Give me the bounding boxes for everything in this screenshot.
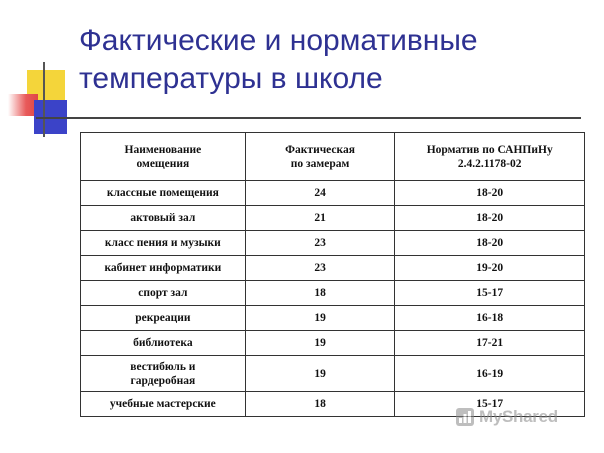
table-row xyxy=(81,306,585,331)
title-underline xyxy=(36,117,581,119)
cell-norm: 18-20 xyxy=(395,206,585,231)
temperature-table xyxy=(80,132,585,417)
table-row xyxy=(81,281,585,306)
cell-room: рекреации xyxy=(81,306,246,331)
cell-norm: 15-17 xyxy=(395,281,585,306)
header-norm: Норматив по САНПиНу 2.4.2.1178-02 xyxy=(395,133,585,181)
cell-room: библиотека xyxy=(81,331,246,356)
cell-norm: 17-21 xyxy=(395,331,585,356)
watermark xyxy=(455,404,558,430)
slide-title: Фактические и нормативные температуры в школе xyxy=(79,24,478,95)
cell-actual: 19 xyxy=(245,356,395,392)
cell-norm: 15-17 xyxy=(395,392,585,417)
cell-actual: 18 xyxy=(245,392,395,417)
table-header-row xyxy=(81,133,585,181)
cell-actual: 18 xyxy=(245,281,395,306)
cell-room: спорт зал xyxy=(81,281,246,306)
header-room-name: Наименование омещения xyxy=(81,133,246,181)
cell-room: классные помещения xyxy=(81,181,246,206)
cell-norm: 18-20 xyxy=(395,181,585,206)
watermark-text: MyShared xyxy=(479,407,558,426)
cell-norm: 16-19 xyxy=(395,356,585,392)
cell-actual: 21 xyxy=(245,206,395,231)
table-row xyxy=(81,356,585,392)
cell-room: кабинет информатики xyxy=(81,256,246,281)
table-row xyxy=(81,256,585,281)
cell-room: вестибюль и гардеробная xyxy=(81,356,246,392)
cell-actual: 23 xyxy=(245,231,395,256)
cell-room: актовый зал xyxy=(81,206,246,231)
table-row xyxy=(81,206,585,231)
table-row xyxy=(81,231,585,256)
table-row xyxy=(81,181,585,206)
cell-norm: 19-20 xyxy=(395,256,585,281)
decor-vertical-line xyxy=(43,62,45,137)
cell-actual: 19 xyxy=(245,306,395,331)
myshared-logo-icon xyxy=(455,407,475,427)
cell-actual: 24 xyxy=(245,181,395,206)
cell-actual: 19 xyxy=(245,331,395,356)
table-row xyxy=(81,331,585,356)
header-actual: Фактическая по замерам xyxy=(245,133,395,181)
cell-room: учебные мастерские xyxy=(81,392,246,417)
cell-room: класс пения и музыки xyxy=(81,231,246,256)
cell-actual: 23 xyxy=(245,256,395,281)
cell-norm: 16-18 xyxy=(395,306,585,331)
cell-norm: 18-20 xyxy=(395,231,585,256)
